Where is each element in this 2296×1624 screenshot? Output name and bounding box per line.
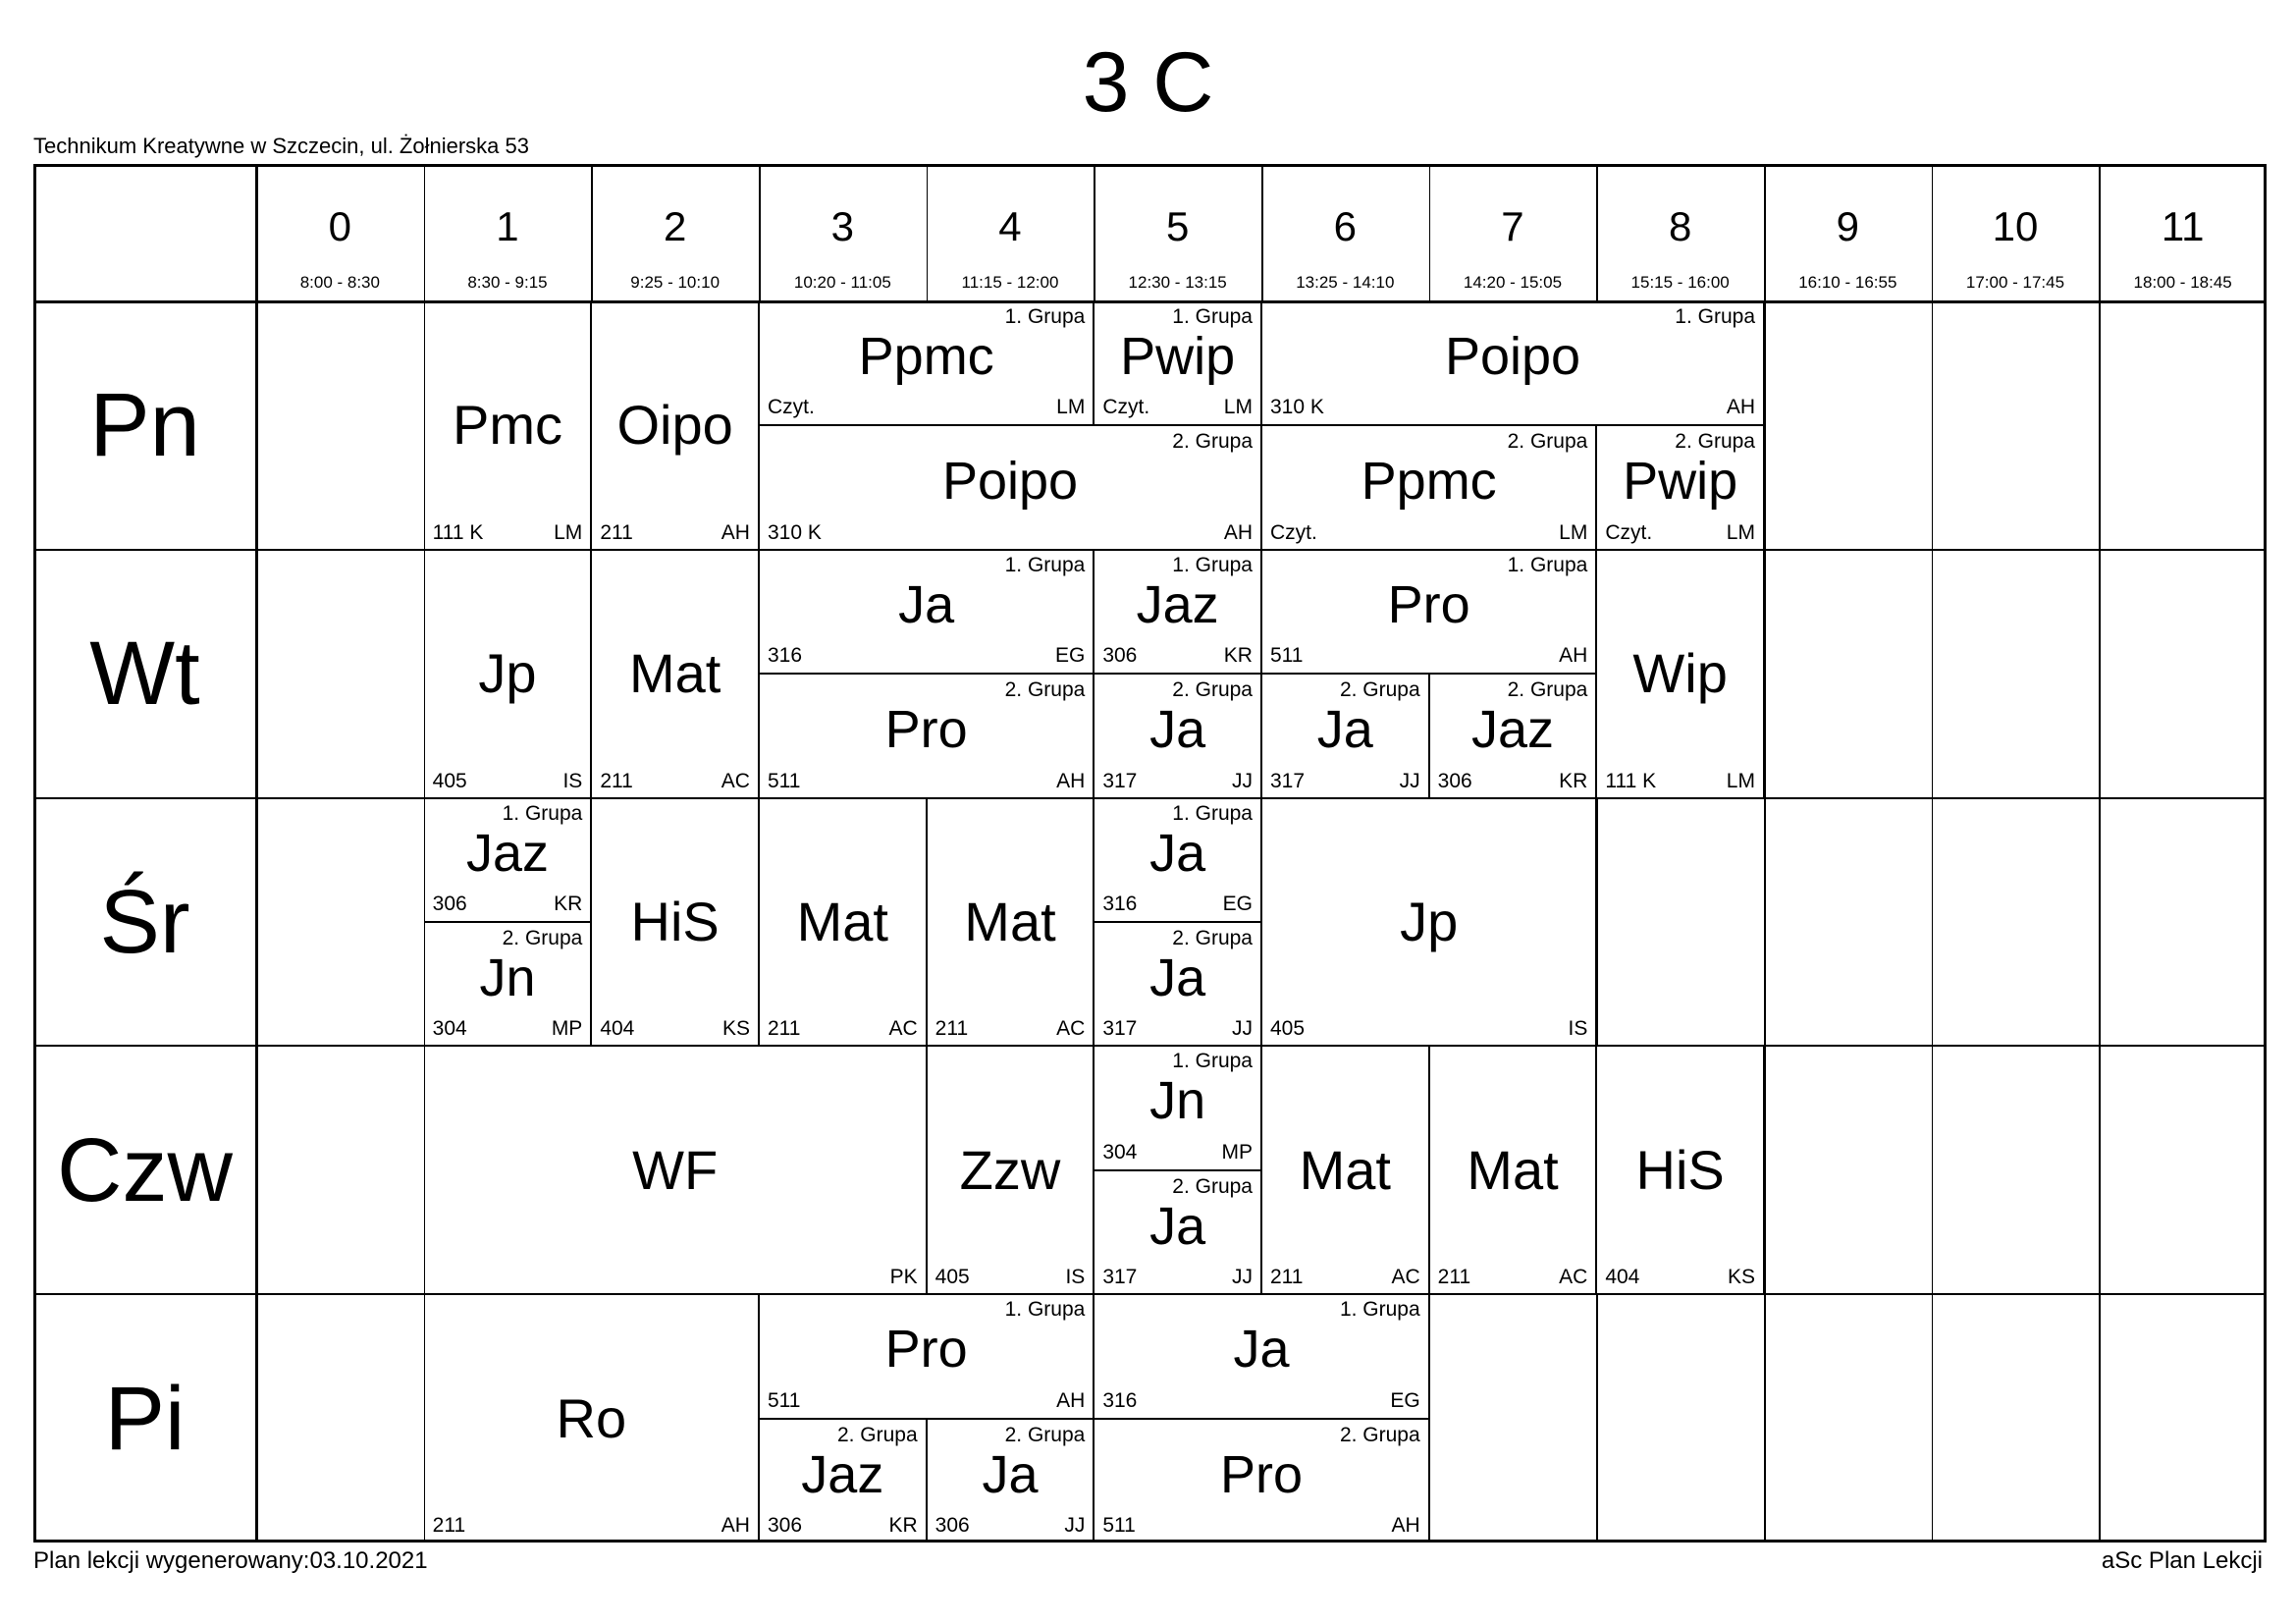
lesson-group: 2. Grupa [836, 1423, 918, 1446]
empty-slot-separator [1932, 798, 1934, 1047]
lesson-card [1429, 674, 1597, 797]
lesson-room: 317 [1102, 1017, 1138, 1041]
lesson-subject: Pro [1387, 574, 1470, 634]
period-header [1261, 164, 1429, 301]
lesson-room: 405 [934, 1266, 970, 1289]
lesson-room: 310 K [768, 520, 822, 544]
lesson-card [759, 674, 1094, 797]
lesson-room: 306 [432, 892, 467, 915]
lesson-subject: Ja [1149, 948, 1206, 1007]
period-header [759, 164, 927, 301]
lesson-subject: Mat [1299, 1138, 1391, 1201]
period-header [1764, 164, 1932, 301]
lesson-teacher: JJ [1231, 1266, 1253, 1289]
lesson-room: Czyt. [768, 396, 815, 419]
period-number: 1 [496, 203, 519, 249]
period-header [1094, 164, 1261, 301]
empty-slot-separator [1429, 1294, 1431, 1543]
empty-slot-separator [2099, 798, 2101, 1047]
lesson-subject: Pro [884, 700, 968, 760]
period-header [424, 164, 592, 301]
period-number: 8 [1668, 203, 1692, 249]
lesson-teacher: AC [1056, 1017, 1086, 1041]
lesson-room: 310 K [1270, 396, 1324, 419]
lesson-subject: Ja [1149, 823, 1206, 883]
lesson-room: 211 [934, 1017, 969, 1041]
empty-slot-separator [1764, 1046, 1766, 1294]
lesson-card [1094, 550, 1261, 674]
period-number: 5 [1165, 203, 1190, 249]
lesson-teacher: AC [888, 1017, 918, 1041]
period-time: 17:00 - 17:45 [1965, 273, 2065, 292]
day-label: Wt [89, 623, 200, 725]
period-time: 12:30 - 13:15 [1128, 273, 1227, 292]
lesson-teacher: KR [1559, 769, 1588, 792]
period-column-separator [1932, 164, 1934, 301]
lesson-group: 2. Grupa [1339, 678, 1420, 702]
lesson-teacher: JJ [1064, 1513, 1086, 1537]
lesson-subject: Poipo [1444, 327, 1581, 386]
lesson-teacher: AH [1559, 644, 1588, 668]
timetable-grid [33, 164, 2267, 1543]
lesson-card [1094, 1419, 1428, 1543]
lesson-subject: Ja [982, 1444, 1039, 1504]
lesson-teacher: AC [1559, 1266, 1588, 1289]
lesson-room: 404 [600, 1017, 635, 1041]
lesson-card [759, 1294, 1094, 1418]
period-time: 13:25 - 14:10 [1296, 273, 1395, 292]
lesson-group: 2. Grupa [1675, 430, 1755, 454]
day-label: Pn [89, 375, 200, 476]
lesson-subject: Jaz [1470, 700, 1554, 760]
lesson-teacher: KS [1727, 1266, 1755, 1289]
lesson-card [1261, 425, 1596, 549]
lesson-teacher: IS [1065, 1266, 1086, 1289]
lesson-subject: Pro [884, 1320, 968, 1380]
lesson-room: 317 [1102, 769, 1138, 792]
lesson-teacher: LM [1726, 769, 1755, 792]
period-number: 7 [1501, 203, 1524, 249]
period-header [256, 164, 424, 301]
period-column-separator [759, 164, 761, 301]
lesson-card [1094, 1170, 1261, 1294]
lesson-room: 306 [1102, 644, 1138, 668]
lesson-group: 1. Grupa [1172, 305, 1253, 328]
lesson-teacher: JJ [1231, 769, 1253, 792]
lesson-card [927, 1046, 1095, 1294]
lesson-group: 2. Grupa [1507, 678, 1588, 702]
lesson-card [1094, 922, 1261, 1046]
lesson-subject: Pwip [1623, 452, 1738, 512]
period-number: 2 [663, 203, 687, 249]
lesson-card [759, 301, 1094, 425]
lesson-teacher: AH [1391, 1513, 1420, 1537]
period-number: 3 [830, 203, 854, 249]
lesson-card [424, 301, 592, 550]
lesson-card [1094, 798, 1261, 922]
lesson-card [1261, 301, 1764, 425]
lesson-card [1261, 798, 1596, 1047]
day-label: Śr [99, 872, 190, 972]
lesson-group: 1. Grupa [1004, 1298, 1086, 1322]
lesson-subject: Mat [628, 642, 721, 705]
lesson-group: 2. Grupa [1172, 1174, 1253, 1198]
lesson-teacher: KR [554, 892, 583, 915]
lesson-subject: Jn [479, 948, 536, 1007]
lesson-card [1596, 1046, 1764, 1294]
lesson-card [1261, 550, 1596, 674]
lesson-teacher: LM [1559, 520, 1588, 544]
lesson-subject: Ja [1316, 700, 1373, 760]
period-column-separator [1261, 164, 1263, 301]
period-column-separator [1764, 164, 1766, 301]
lesson-card [759, 425, 1261, 549]
lesson-card [1261, 674, 1429, 797]
lesson-room: 211 [600, 520, 633, 544]
lesson-subject: Mat [1467, 1138, 1559, 1201]
empty-slot-separator [2099, 550, 2101, 798]
empty-slot-separator [1764, 1294, 1766, 1543]
period-number: 0 [328, 203, 351, 249]
lesson-subject: Jaz [801, 1444, 884, 1504]
period-column-separator [591, 164, 593, 301]
lesson-room: 211 [1437, 1266, 1471, 1289]
lesson-card [759, 550, 1094, 674]
lesson-card [1596, 550, 1764, 798]
lesson-group: 1. Grupa [1172, 1050, 1253, 1073]
lesson-teacher: IS [562, 769, 583, 792]
period-number: 4 [998, 203, 1022, 249]
lesson-card [1094, 1294, 1428, 1418]
lesson-room: 405 [1270, 1017, 1306, 1041]
lesson-teacher: LM [1056, 396, 1086, 419]
lesson-room: 511 [768, 1388, 801, 1412]
lesson-card [927, 798, 1095, 1047]
lesson-card [1094, 674, 1261, 797]
lesson-teacher: AC [1391, 1266, 1420, 1289]
lesson-teacher: LM [554, 520, 583, 544]
lesson-subject: Zzw [959, 1138, 1061, 1201]
lesson-subject: Ro [556, 1386, 627, 1449]
lesson-card [424, 550, 592, 798]
empty-slot-separator [1932, 1294, 1934, 1543]
lesson-subject: Ppmc [858, 327, 994, 386]
lesson-room: 511 [1270, 644, 1304, 668]
period-header [591, 164, 759, 301]
lesson-room: 211 [432, 1513, 466, 1537]
lesson-card [1094, 1046, 1261, 1169]
lesson-teacher: IS [1568, 1017, 1588, 1041]
lesson-group: 2. Grupa [1339, 1423, 1420, 1446]
period-time: 14:20 - 15:05 [1463, 273, 1563, 292]
period-header [1596, 164, 1764, 301]
period-header [927, 164, 1095, 301]
lesson-teacher: KR [1223, 644, 1253, 668]
lesson-room: 511 [1102, 1513, 1136, 1537]
period-number: 9 [1836, 203, 1859, 249]
lesson-group: 1. Grupa [1004, 553, 1086, 576]
lesson-subject: Jp [478, 642, 537, 705]
lesson-room: 317 [1270, 769, 1306, 792]
grid-border-left [33, 164, 36, 1543]
period-time: 11:15 - 12:00 [961, 273, 1059, 292]
lesson-subject: Jp [1400, 890, 1459, 952]
lesson-group: 1. Grupa [1004, 305, 1086, 328]
lesson-teacher: MP [551, 1017, 583, 1041]
lesson-subject: Pmc [452, 394, 562, 457]
empty-slot-separator [1764, 301, 1766, 550]
lesson-subject: Ppmc [1361, 452, 1497, 512]
lesson-group: 2. Grupa [1507, 430, 1588, 454]
day-label: Pi [104, 1368, 186, 1469]
lesson-room: Czyt. [1270, 520, 1317, 544]
lesson-teacher: KS [721, 1017, 750, 1041]
period-time: 15:15 - 16:00 [1630, 273, 1730, 292]
generated-date: Plan lekcji wygenerowany:03.10.2021 [33, 1547, 428, 1574]
lesson-card [927, 1419, 1095, 1543]
empty-slot-separator [2099, 1294, 2101, 1543]
empty-slot-separator [1932, 550, 1934, 798]
lesson-group: 2. Grupa [1004, 678, 1086, 702]
lesson-subject: HiS [1635, 1138, 1725, 1201]
lesson-teacher: AH [1223, 520, 1253, 544]
lesson-subject: Mat [964, 890, 1056, 952]
lesson-subject: Poipo [941, 452, 1079, 512]
lesson-group: 2. Grupa [1172, 927, 1253, 949]
software-credit: aSc Plan Lekcji [2101, 1547, 2263, 1574]
period-column-separator [2099, 164, 2101, 301]
lesson-teacher: LM [1726, 520, 1755, 544]
empty-slot-separator [2099, 1046, 2101, 1294]
lesson-subject: Ja [1149, 700, 1206, 760]
lesson-teacher: MP [1221, 1140, 1253, 1164]
lesson-room: 316 [1102, 892, 1138, 915]
period-column-separator [1094, 164, 1095, 301]
lesson-subject: Pro [1219, 1444, 1304, 1504]
period-time: 10:20 - 11:05 [793, 273, 891, 292]
period-number: 10 [1992, 203, 2039, 249]
empty-slot-separator [1764, 550, 1766, 798]
lesson-card [591, 550, 759, 798]
lesson-room: 111 K [1605, 769, 1657, 792]
lesson-card [424, 798, 592, 922]
lesson-room: 211 [1270, 1266, 1304, 1289]
lesson-teacher: PK [889, 1266, 918, 1289]
lesson-room: 306 [1437, 769, 1472, 792]
lesson-card [424, 1046, 927, 1294]
lesson-card [759, 798, 927, 1047]
lesson-teacher: AH [1056, 769, 1086, 792]
lesson-room: Czyt. [1102, 396, 1150, 419]
period-header [2099, 164, 2267, 301]
lesson-group: 1. Grupa [1507, 553, 1588, 576]
lesson-teacher: AH [1056, 1388, 1086, 1412]
lesson-teacher: EG [1054, 644, 1086, 668]
lesson-group: 2. Grupa [1172, 678, 1253, 702]
lesson-card [591, 798, 759, 1047]
period-header [1932, 164, 2100, 301]
lesson-room: 511 [768, 769, 801, 792]
lesson-room: 317 [1102, 1266, 1138, 1289]
lesson-room: 211 [600, 769, 633, 792]
period-column-separator [927, 164, 929, 301]
lesson-room: 306 [768, 1513, 803, 1537]
lesson-subject: Jn [1149, 1071, 1206, 1131]
lesson-group: 1. Grupa [1339, 1298, 1420, 1322]
period-header [1429, 164, 1597, 301]
lesson-teacher: EG [1390, 1388, 1420, 1412]
grid-border-right [2264, 164, 2267, 1543]
lesson-teacher: AH [721, 1513, 750, 1537]
lesson-card [1261, 1046, 1429, 1294]
school-name: Technikum Kreatywne w Szczecin, ul. Żołnierska 53 [33, 134, 529, 158]
lesson-teacher: AC [721, 769, 750, 792]
lesson-teacher: AH [721, 520, 750, 544]
lesson-card [759, 1419, 927, 1543]
lesson-group: 1. Grupa [1172, 801, 1253, 825]
lesson-subject: Pwip [1120, 327, 1236, 386]
lesson-subject: WF [632, 1138, 719, 1201]
lesson-subject: Jaz [465, 823, 549, 883]
lesson-group: 2. Grupa [1004, 1423, 1086, 1446]
lesson-group: 1. Grupa [1675, 305, 1755, 328]
empty-slot-separator [1932, 301, 1934, 550]
lesson-room: 304 [1102, 1140, 1138, 1164]
period-time: 9:25 - 10:10 [630, 273, 721, 292]
lesson-room: 306 [934, 1513, 970, 1537]
empty-slot-separator [1764, 798, 1766, 1047]
day-label: Czw [57, 1119, 233, 1220]
lesson-subject: Wip [1632, 642, 1728, 705]
lesson-card [1429, 1046, 1597, 1294]
lesson-teacher: JJ [1231, 1017, 1253, 1041]
period-time: 8:30 - 9:15 [467, 273, 548, 292]
lesson-room: 211 [768, 1017, 801, 1041]
lesson-teacher: EG [1222, 892, 1253, 915]
empty-slot-separator [1596, 798, 1598, 1047]
class-title: 3 C [1082, 35, 1214, 130]
lesson-group: 1. Grupa [502, 801, 583, 825]
lesson-group: 2. Grupa [1172, 430, 1253, 454]
lesson-room: 111 K [432, 520, 484, 544]
lesson-subject: Mat [796, 890, 888, 952]
lesson-subject: Ja [898, 574, 955, 634]
period-column-separator [1429, 164, 1431, 301]
lesson-card [1094, 301, 1261, 425]
lesson-teacher: KR [888, 1513, 918, 1537]
period-time: 8:00 - 8:30 [299, 273, 380, 292]
lesson-card [424, 1294, 759, 1543]
lesson-subject: Jaz [1136, 574, 1219, 634]
lesson-group: 1. Grupa [1172, 553, 1253, 576]
period-time: 18:00 - 18:45 [2133, 273, 2232, 292]
period-time: 16:10 - 16:55 [1798, 273, 1897, 292]
lesson-subject: Ja [1149, 1196, 1206, 1256]
lesson-card [1596, 425, 1764, 549]
period-number: 11 [2161, 203, 2205, 249]
lesson-room: 316 [768, 644, 803, 668]
lesson-room: 304 [432, 1017, 467, 1041]
period-column-separator [1596, 164, 1598, 301]
period-column-separator [424, 164, 426, 301]
lesson-teacher: JJ [1399, 769, 1420, 792]
lesson-subject: Oipo [616, 394, 733, 457]
period-number: 6 [1333, 203, 1357, 249]
lesson-group: 2. Grupa [502, 927, 583, 949]
lesson-room: 316 [1102, 1388, 1138, 1412]
empty-slot-separator [2099, 301, 2101, 550]
lesson-room: 404 [1605, 1266, 1640, 1289]
lesson-card [591, 301, 759, 550]
empty-slot-separator [1932, 1046, 1934, 1294]
lesson-teacher: LM [1223, 396, 1253, 419]
lesson-card [424, 922, 592, 1046]
lesson-subject: HiS [630, 890, 720, 952]
lesson-room: 405 [432, 769, 467, 792]
empty-slot-separator [1596, 1294, 1598, 1543]
lesson-room: Czyt. [1605, 520, 1653, 544]
day-column-separator [255, 164, 258, 1543]
lesson-teacher: AH [1726, 396, 1755, 419]
lesson-subject: Ja [1233, 1320, 1290, 1380]
